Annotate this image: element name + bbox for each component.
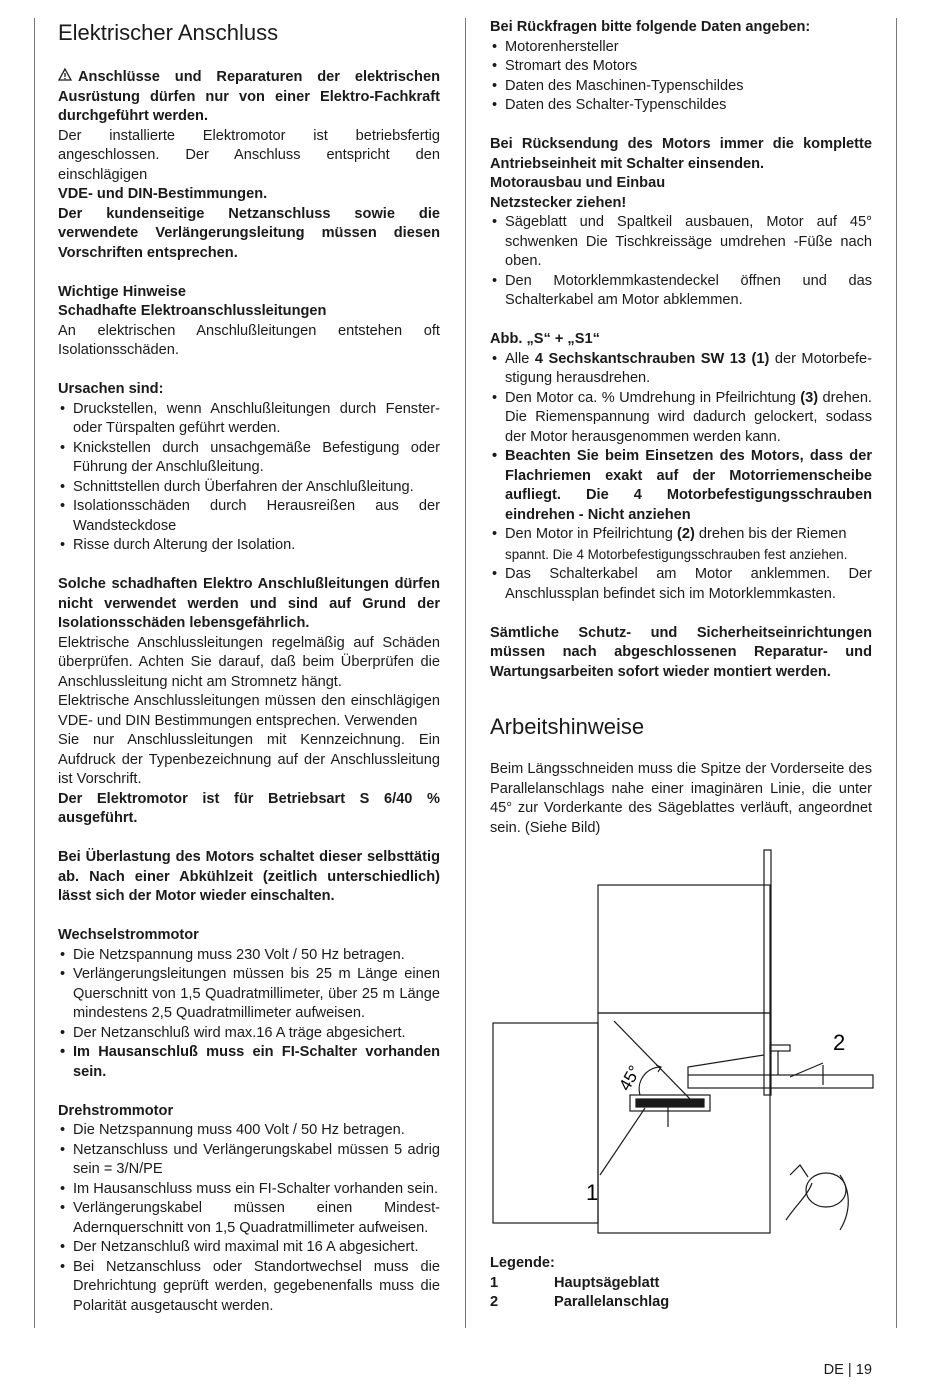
list-item: • Risse durch Alterung der Isolation. [58,536,440,556]
list-item: • Der Netzanschluß wird max.16 A träge abgesichert. [58,1024,440,1044]
abb-list [490,350,872,605]
list-item: • Motorenhersteller [490,38,872,58]
saw-blade [636,1099,704,1107]
section-title-elektrischer-anschluss: Elektrischer Anschluss [58,20,279,45]
abb-heading: Abb. „S“ + „S1“ [490,331,600,347]
warning-triangle-icon [58,68,72,88]
rueckfragen-heading: Bei Rückfragen bitte folgende Daten angeben: [490,19,811,35]
vde-din-text: Elektrische Anschlussleitungen müssen den einschlägigen VDE- und DIN Bestimmungen entsprechen. Verwenden [58,693,440,729]
list-item: • Im Hausanschluß muss ein FI-Schalter vorhanden sein. [58,1043,440,1082]
customer-text: Der kundenseitige Netzanschluss sowie die verwendete Verlängerungsleitung müssen diesen Vorschriften entsprechen. [58,205,440,261]
angle-label: 45° [615,1062,645,1095]
section-title-arbeitshinweise: Arbeitshinweise [490,714,645,739]
right-column [490,18,872,838]
solche-text: Solche schadhaften Elektro Anschlußleitungen dürfen nicht verwendet werden und sind auf Grund der Isolationsschäden lebensgefährlich. [58,576,440,631]
hinweise-heading: Wichtige Hinweise [58,283,186,300]
list-item: • Beachten Sie beim Einsetzen des Motors, dass der Flachriemen exakt auf der Motorriemenscheibe aufliegt. Die 4 Motorbefestigungsschrauben eindrehen - Nicht anziehen [490,447,872,525]
right-margin-rule [896,18,897,1328]
list-item: • Alle 4 Sechskantschrauben SW 13 (1) der Motorbefe- stigung herausdrehen. [490,350,872,389]
motorausbau-heading: Motorausbau und Einbau [490,175,666,191]
list-item: • Im Hausanschluss muss ein FI-Schalter vorhanden sein. [58,1180,440,1200]
fence-clamp [770,1045,790,1051]
left-margin-rule [34,18,35,1328]
list-item: • Verlängerungskabel müssen einen Mindest-Adernquerschnitt von 1,5 Quadratmillimeter aufweisen. [58,1199,440,1238]
label-1-leader [600,1108,645,1175]
dreh-heading: Drehstrommotor [58,1102,174,1119]
legend-row: 1 Hauptsägeblatt [490,1274,660,1291]
operator-head [806,1173,846,1207]
list-item: • Verlängerungsleitungen müssen bis 25 m Länge einen Querschnitt von 1,5 Quadratmillimeter, über 25 m Länge mindestens 2,5 Quadratmillimeter aufweisen. [58,965,440,1024]
schutz-text: Sämtliche Schutz- und Sicherheitseinrichtungen müssen nach abgeschlossenen Reparatur- und Wartungsarbeiten sofort wieder montiert werden. [490,624,872,680]
fence-bracket [688,1055,764,1075]
ueberlastung-text: Bei Überlastung des Motors schaltet dieser selbsttätig ab. Nach einer Abkühlzeit (zeitlich unterschiedlich) lässt sich der Motor wieder einschalten. [58,849,440,904]
operator-hand [790,1165,808,1177]
schadhafte-text: An elektrischen Anschlußleitungen entstehen oft Isolationsschäden. [58,322,440,358]
legend-heading: Legende: [490,1255,555,1271]
list-item: • Bei Netzanschluss oder Standortwechsel muss die Drehrichtung geprüft werden, gegebenenfalls muss die Polarität ausgetauscht werden. [58,1258,440,1317]
list-item: • Schnittstellen durch Überfahren der Anschlußleitung. [58,478,440,498]
left-column [58,18,440,1316]
dreh-list [58,1121,440,1316]
list-item: • Der Netzanschluß wird maximal mit 16 A abgesichert. [58,1238,440,1258]
list-item: • Druckstellen, wenn Anschlußleitungen durch Fenster- oder Türspalten geführt werden. [58,400,440,439]
installed-text: Der installierte Elektromotor ist betriebsfertig angeschlossen. Der Anschluss entspricht den einschlägigen [58,127,440,183]
list-item: • Netzanschluss und Verlängerungskabel müssen 5 adrig sein = 3/N/PE [58,1141,440,1180]
schadhafte-heading: Schadhafte Elektroanschlussleitungen [58,303,327,319]
netzstecker-text: Netzstecker ziehen! [490,194,627,211]
left-extension-table [493,1023,598,1223]
list-item: • Daten des Maschinen-Typenschildes [490,77,872,97]
list-item: • Den Motorklemmkastendeckel öffnen und das Schalterkabel am Motor abklemmen. [490,272,872,311]
wechsel-heading: Wechselstrommotor [58,927,199,943]
page-number: DE | 19 [823,1362,872,1378]
parallel-fence [688,1075,873,1088]
ursachen-heading: Ursachen sind: [58,381,164,397]
list-item: • Das Schalterkabel am Motor anklemmen. Der Anschlussplan befindet sich im Motorklemmkasten. [490,565,872,604]
list-item: • Stromart des Motors [490,57,872,77]
betriebsart-text: Der Elektromotor ist für Betriebsart S 6/40 % ausgeführt. [58,790,440,826]
machine-front-box [598,1013,770,1233]
list-item: • Den Motor in Pfeilrichtung (2) drehen bis der Riemen spannt. Die 4 Motorbefestigungsschrauben fest anziehen. [490,525,872,565]
rueckfragen-list [490,38,872,116]
warning-paragraph: Anschlüsse und Reparaturen der elektrischen Ausrüstung dürfen nur von einer Elektro-Fachkraft durchgeführt werden. [58,69,440,124]
legend [490,1254,872,1313]
vde-text: VDE- und DIN-Bestimmungen. [58,186,268,202]
check-text: Elektrische Anschlussleitungen regelmäßig auf Schäden überprüfen. Achten Sie darauf, daß beim Überprüfen die Anschlussleitung nicht am Stromnetz hängt. [58,634,440,690]
list-item: • Die Netzspannung muss 230 Volt / 50 Hz betragen. [58,946,440,966]
figure-label-1: 1 [586,1180,599,1205]
list-item: • Den Motor ca. % Umdrehung in Pfeilrichtung (3) drehen. Die Riemenspannung wird dadurch gelockert, sodass der Motor herausgenommen werden kann. [490,389,872,448]
saw-diagram-svg [490,845,880,1240]
list-item: • Isolationsschäden durch Herausreißen aus der Wandsteckdose [58,497,440,536]
list-item: • Sägeblatt und Spaltkeil ausbauen, Motor auf 45° schwenken Die Tischkreissäge umdrehen -Füße nach oben. [490,213,872,272]
column-divider [465,18,466,1328]
list-item: • Die Netzspannung muss 400 Volt / 50 Hz betragen. [58,1121,440,1141]
saw-diagram [490,845,880,1240]
wechsel-list [58,946,440,1083]
list-item: • Daten des Schalter-Typenschildes [490,96,872,116]
ausbau-list [490,213,872,311]
legend-row: 2 Parallelanschlag [490,1294,670,1310]
ruecksendung-text: Bei Rücksendung des Motors immer die komplette Antriebseinheit mit Schalter einsenden. [490,136,872,172]
arbeits-text: Beim Längsschneiden muss die Spitze der Vorderseite des Parallelanschlags nahe einer imaginären Linie, die unter 45° zur Vorderkante des Sägeblattes verläuft, angeordnet sein. (Siehe Bild) [490,761,872,836]
machine-back-box [598,885,770,1013]
list-item: • Knickstellen durch unsachgemäße Befestigung oder Führung der Anschlußleitung. [58,439,440,478]
kennzeichnung-text: Sie nur Anschlussleitungen mit Kennzeichnung. Ein Aufdruck der Typenbezeichnung auf der Anschlussleitung ist Vorschrift. [58,732,440,787]
ursachen-list [58,400,440,556]
figure-label-2: 2 [833,1030,846,1055]
